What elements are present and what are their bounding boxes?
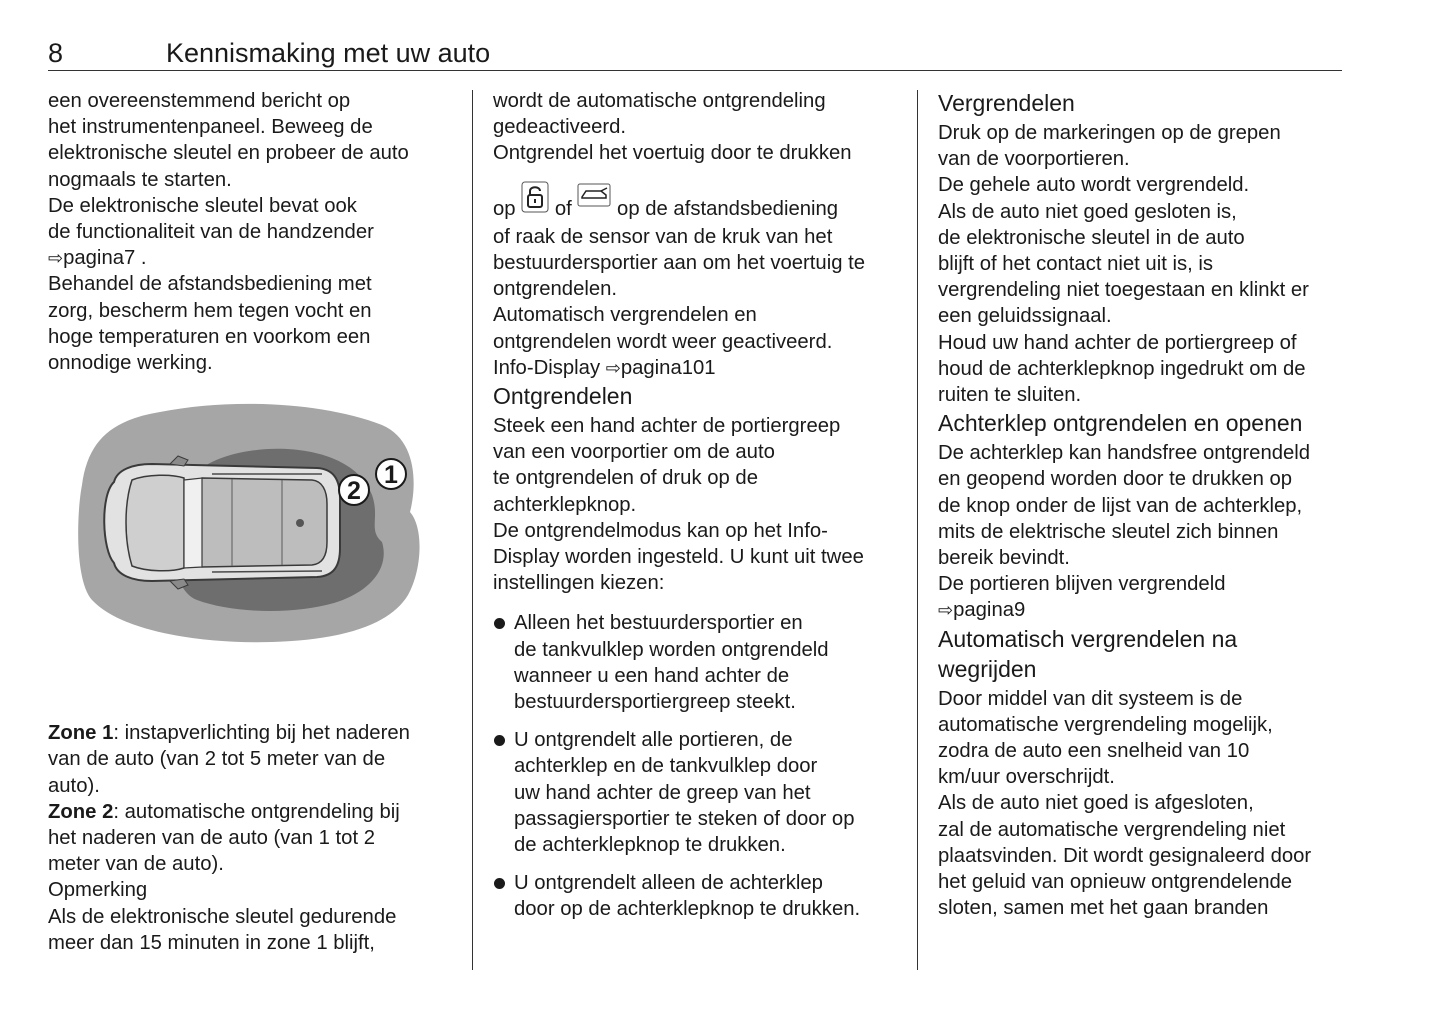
text-line: bestuurdersportiergreep steekt. bbox=[514, 691, 796, 714]
text-line: en geopend worden door te drukken op bbox=[938, 468, 1293, 491]
page-ref-link[interactable]: pagina101 bbox=[620, 356, 716, 379]
text-line: ontgrendelen wordt weer geactiveerd. bbox=[493, 330, 833, 353]
page-ref-arrow-icon: ⇨ bbox=[48, 248, 64, 269]
text-line: Steek een hand achter de portiergreep bbox=[493, 415, 841, 438]
text-line: vergrendeling niet toegestaan en klinkt er bbox=[938, 279, 1309, 302]
text-line: achterklepknop. bbox=[493, 493, 637, 516]
text-line: gedeactiveerd. bbox=[493, 116, 627, 139]
unlock-icon bbox=[521, 181, 549, 224]
text-line: houd de achterklepknop ingedrukt om de bbox=[938, 357, 1306, 380]
text-line: wordt de automatische ontgrendeling bbox=[493, 90, 826, 112]
column-2 bbox=[493, 88, 903, 935]
car-illustration bbox=[104, 456, 340, 589]
text-line: nogmaals te starten. bbox=[48, 168, 232, 191]
text-line: Door middel van dit systeem is de bbox=[938, 687, 1243, 710]
text-line: bestuurdersportier aan om het voertuig te bbox=[493, 252, 866, 275]
page-reference-line bbox=[938, 597, 1342, 623]
section-heading-achterklep: Achterklep ontgrendelen en openen bbox=[938, 410, 1303, 437]
text-line: de achterklepknop te drukken. bbox=[514, 834, 786, 857]
text-line: bereik bevindt. bbox=[938, 547, 1070, 570]
text-line: Als de auto niet goed is afgesloten, bbox=[938, 792, 1254, 815]
text-line: U ontgrendelt alle portieren, de bbox=[514, 729, 793, 752]
text-line: Display worden ingesteld. U kunt uit twee bbox=[493, 546, 864, 569]
text-line: door op de achterklepknop te drukken. bbox=[514, 898, 861, 921]
text-line: wanneer u een hand achter de bbox=[514, 664, 790, 687]
text-line: de tankvulklep worden ontgrendeld bbox=[514, 638, 829, 661]
text-line: automatische vergrendeling mogelijk, bbox=[938, 713, 1273, 736]
zone2-line bbox=[48, 799, 448, 825]
text-line: meter van de auto). bbox=[48, 853, 224, 876]
text-line: een overeenstemmend bericht op bbox=[48, 90, 351, 112]
text-line: elektronische sleutel en probeer de auto bbox=[48, 142, 409, 165]
text-line: sloten, samen met het gaan branden bbox=[938, 897, 1269, 920]
text-line: de knop onder de lijst van de achterklep, bbox=[938, 494, 1303, 517]
text-line: zal de automatische vergrendeling niet bbox=[938, 818, 1286, 841]
text-line: van de voorportieren. bbox=[938, 148, 1130, 171]
text-line: Als de elektronische sleutel gedurende bbox=[48, 905, 397, 928]
page-number: 8 bbox=[48, 38, 64, 68]
note-title: Opmerking bbox=[48, 879, 148, 902]
text-line: meer dan 15 minuten in zone 1 blijft, bbox=[48, 931, 375, 954]
bullet-icon bbox=[494, 618, 505, 629]
text-line: blijft of het contact niet uit is, is bbox=[938, 253, 1214, 276]
text-line: van een voorportier om de auto bbox=[493, 441, 775, 464]
text-line: het naderen van de auto (van 1 tot 2 bbox=[48, 827, 375, 850]
heading-line: Automatisch vergrendelen na bbox=[938, 625, 1238, 652]
text-line: De ontgrendelmodus kan op het Info- bbox=[493, 519, 828, 542]
unlock-mode-list bbox=[493, 610, 903, 922]
text-line: de functionaliteit van de handzender bbox=[48, 221, 374, 244]
text-line: zorg, bescherm hem tegen vocht en bbox=[48, 299, 372, 322]
text-line: achterklep en de tankvulklep door bbox=[514, 755, 818, 778]
page-title: Kennismaking met uw auto bbox=[166, 38, 491, 68]
text-fragment: op de afstandsbediening bbox=[617, 197, 839, 220]
text-line: ruiten te sluiten. bbox=[938, 384, 1082, 407]
text-line: De achterklep kan handsfree ontgrendeld bbox=[938, 442, 1311, 465]
text-line: het geluid van opnieuw ontgrendelende bbox=[938, 871, 1293, 894]
text-line: Automatisch vergrendelen en bbox=[493, 304, 757, 327]
section-heading-ontgrendelen: Ontgrendelen bbox=[493, 383, 633, 410]
text-line: Behandel de afstandsbediening met bbox=[48, 273, 372, 296]
text-fragment: op bbox=[493, 197, 516, 220]
text-line: mits de elektrische sleutel zich binnen bbox=[938, 520, 1279, 543]
text-line: U ontgrendelt alleen de achterklep bbox=[514, 872, 823, 895]
text-line: te ontgrendelen of druk op de bbox=[493, 467, 758, 490]
text-line: plaatsvinden. Dit wordt gesignaleerd door bbox=[938, 844, 1312, 867]
bullet-icon bbox=[494, 735, 505, 746]
text-line: onnodige werking. bbox=[48, 352, 213, 375]
text-line: De elektronische sleutel bevat ook bbox=[48, 194, 357, 217]
text-line: uw hand achter de greep van het bbox=[514, 781, 811, 804]
keyless-zone-figure bbox=[72, 400, 432, 660]
list-item bbox=[493, 870, 903, 922]
text-line: Als de auto niet goed gesloten is, bbox=[938, 200, 1237, 223]
zone1-line bbox=[48, 720, 448, 746]
zone2-label: 2 bbox=[347, 477, 361, 505]
text-line: zodra de auto een snelheid van 10 bbox=[938, 740, 1250, 763]
section-heading-vergrendelen: Vergrendelen bbox=[938, 90, 1075, 116]
text-line: Druk op de markeringen op de grepen bbox=[938, 122, 1281, 144]
zone2-term: Zone 2 bbox=[48, 800, 114, 823]
bullet-icon bbox=[494, 878, 505, 889]
text-line: Houd uw hand achter de portiergreep of bbox=[938, 331, 1297, 354]
text-line: of raak de sensor van de kruk van het bbox=[493, 225, 833, 248]
text-line: ontgrendelen. bbox=[493, 278, 618, 301]
column-divider bbox=[472, 90, 473, 970]
intro-paragraph bbox=[48, 88, 448, 376]
text-line: hoge temperaturen en voorkom een bbox=[48, 325, 371, 348]
text-fragment: of bbox=[554, 197, 572, 220]
list-item bbox=[493, 610, 903, 715]
tailgate-icon bbox=[577, 183, 611, 224]
page-ref-link[interactable]: pagina7 bbox=[63, 247, 136, 270]
text-line: Alleen het bestuurdersportier en bbox=[514, 612, 803, 635]
icon-line bbox=[493, 181, 903, 224]
list-item bbox=[493, 727, 903, 858]
zone1-label: 1 bbox=[384, 461, 398, 489]
text-line: een geluidssignaal. bbox=[938, 305, 1112, 328]
text-line: Ontgrendel het voertuig door te drukken bbox=[493, 142, 852, 165]
text-line: De portieren blijven vergrendeld bbox=[938, 573, 1226, 596]
page-ref-arrow-icon: ⇨ bbox=[938, 600, 954, 621]
zone1-term: Zone 1 bbox=[48, 722, 114, 745]
zone-diagram bbox=[72, 400, 432, 660]
page-header bbox=[48, 38, 1342, 71]
text-fragment: . bbox=[135, 247, 147, 270]
text-line: de elektronische sleutel in de auto bbox=[938, 226, 1245, 249]
page-reference-line bbox=[493, 355, 903, 381]
text-fragment: Info-Display bbox=[493, 356, 601, 379]
text-line: km/uur overschrijdt. bbox=[938, 766, 1115, 789]
text-line: het instrumentenpaneel. Beweeg de bbox=[48, 116, 373, 139]
page-ref-arrow-icon: ⇨ bbox=[605, 357, 621, 378]
page-reference-line bbox=[48, 245, 448, 271]
heading-line: wegrijden bbox=[938, 655, 1037, 682]
text-line: De gehele auto wordt vergrendeld. bbox=[938, 174, 1250, 197]
text-fragment: : instapverlichting bij het naderen bbox=[113, 722, 410, 745]
text-line: passagiersportier te steken of door op bbox=[514, 807, 855, 830]
text-line: auto). bbox=[48, 774, 100, 797]
zone-descriptions bbox=[48, 720, 448, 956]
column-divider bbox=[917, 90, 918, 970]
text-fragment: : automatische ontgrendeling bij bbox=[113, 800, 400, 823]
text-line: instellingen kiezen: bbox=[493, 572, 665, 595]
section-heading-autolock bbox=[938, 624, 1342, 684]
text-line: van de auto (van 2 tot 5 meter van de bbox=[48, 748, 386, 771]
page-ref-link[interactable]: pagina9 bbox=[953, 599, 1026, 622]
column-3 bbox=[938, 88, 1342, 921]
